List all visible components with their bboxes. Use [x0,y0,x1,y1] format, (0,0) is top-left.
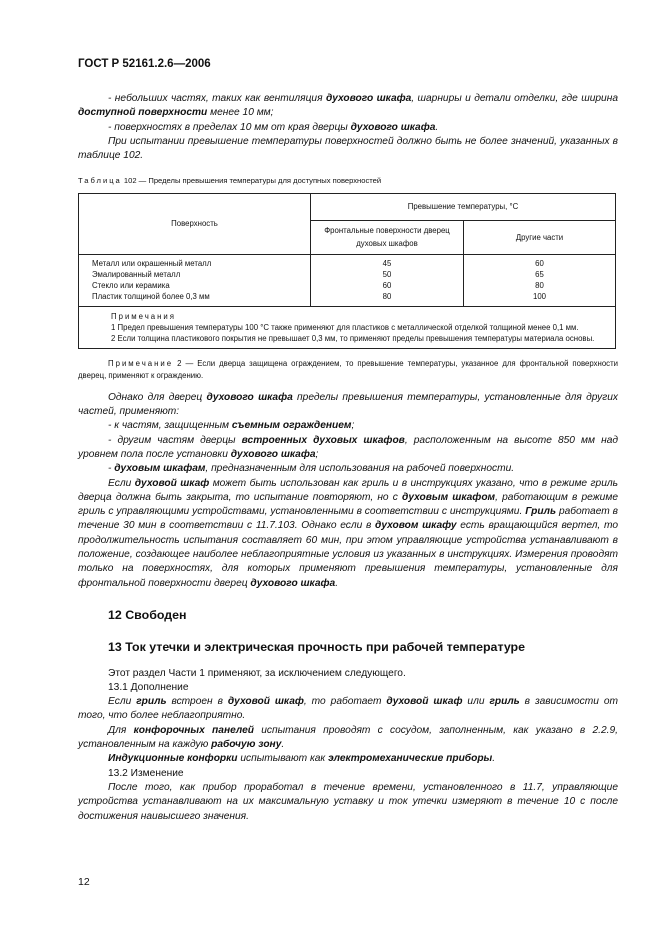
surface-cell: Стекло или керамика [92,280,170,290]
table-notes [79,306,616,348]
body-item-2: - другим частям дверцы встроенных духовых шкафов, расположенным на высоте 850 мм над уровнем пола после установки духового шкафа; [78,434,618,460]
front-value-cell: 60 [382,280,392,290]
intro-text: При испытании превышение температуры поверхностей должно быть не более значений, указанных в таблице 102. [78,135,618,162]
surface-cell: Эмалированный металл [92,269,181,279]
header-surface: Поверхность [79,193,311,254]
section-13-text-4: После того, как прибор проработал в течение времени, установленного в 11.7, управляющие устройства устанавливают на их максимальную уставку и ток утечки измеряют в течение 10 с после достижения наивысшего значения. [78,781,618,822]
section-12-heading: 12 Свободен [108,607,187,622]
section-13-text-1: Если гриль встроен в духовой шкаф, то работает духовой шкаф или гриль в зависимости от того, что более неблагоприятно. [78,696,618,722]
note-2: 2 Если толщина пластикового покрытия не превышает 0,3 мм, то применяют пределы превышения температуры материала основы. [111,333,595,343]
other-value-cell: 80 [535,280,544,290]
subsection-13-1: 13.1 Дополнение [108,681,189,693]
intro-item-2: - поверхностях в пределах 10 мм от края дверцы духового шкафа. [108,121,439,133]
section-13-text-3: Индукционные конфорки испытывают как электромеханические приборы. [108,753,496,765]
intro-item-1: - небольших частях, таких как вентиляция духового шкафа, шарниры и детали отделки, где ширина доступной поверхности менее 10 мм; [78,93,618,119]
body-paragraph-1: Однако для дверец духового шкафа пределы превышения температуры, установленные для других частей, применяют: [78,391,618,418]
front-value-cell: 45 [382,258,392,268]
body-paragraph-2: Если духовой шкаф может быть использован как гриль и в инструкциях указано, что в режиме гриль дверца должна быть закрыта, то испытание повторяют, но с духовым шкафом, работающим в режиме гриль с управляющими устройствами, установленными в соответствии с инструкциями. Гриль работает в течение 30 мин в соответствии с 11.7.103. Однако если в духовом шкафу есть вращающийся вертел, то продолжительность испытания составляет 60 мин, при этом управляющие устройства устанавливают в положение, создающее наиболее неблагоприятные условия из указанных в инструкциях. Измерения проводят только на поверхностях, для которых применяют превышения температуры, установленные для фронтальной поверхности дверец духового шкафа. [78,477,619,589]
page-content [78,92,618,824]
header-other-parts: Другие части [464,220,616,254]
header-temperature-rise: Превышение температуры, °С [311,193,616,220]
surface-cell: Металл или окрашенный металл [92,258,212,268]
column-surface [79,254,311,306]
front-value-cell: 50 [382,269,392,279]
document-header: ГОСТ Р 52161.2.6—2006 [78,58,211,70]
body-item-3: - духовым шкафам, предназначенным для использования на рабочей поверхности. [108,463,515,475]
page-number: 12 [78,876,90,888]
subsection-13-2: 13.2 Изменение [108,767,184,779]
table-caption: Таблица 102 — Пределы превышения температуры для доступных поверхностей [78,176,382,186]
other-value-cell: 65 [535,269,544,279]
front-value-cell: 80 [382,291,392,301]
section-13-intro: Этот раздел Части 1 применяют, за исключением следующего. [108,667,406,679]
section-13-text-2: Для конфорочных панелей испытания проводят с сосудом, заполненным, как указано в 2.2.9, установленным на каждую рабочую зону. [78,724,618,751]
other-value-cell: 60 [535,258,544,268]
section-13-heading: 13 Ток утечки и электрическая прочность при рабочей температуре [108,640,526,655]
table-data [79,254,616,306]
body-item-1: - к частям, защищенным съемным ограждением; [108,420,355,432]
column-front [311,254,464,306]
note-after-table: Примечание 2 — Если дверца защищена ограждением, то превышение температуры, указанное для фронтальной поверхности дверец, применяют к ограждению. [78,358,618,380]
header-front-surfaces: Фронтальные поверхности дверец духовых шкафов [311,220,464,254]
column-other [464,254,616,306]
note-1: 1 Предел превышения температуры 100 °С также применяют для пластиков с металлической отделкой толщиной менее 0,1 мм. [111,322,579,332]
other-value-cell: 100 [532,291,546,301]
temperature-limits-table [78,193,616,349]
surface-cell: Пластик толщиной более 0,3 мм [92,291,210,301]
notes-label: Примечания [111,311,177,321]
